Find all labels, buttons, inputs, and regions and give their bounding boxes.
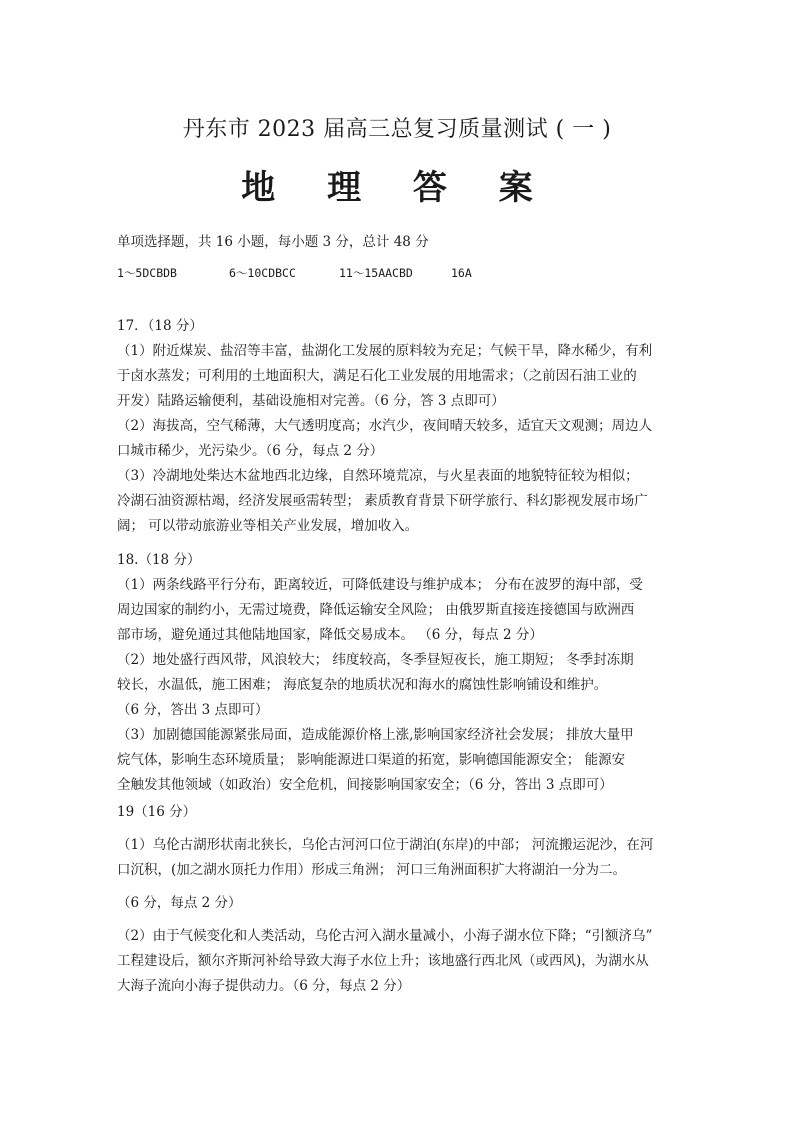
text-line: 工程建设后，额尔齐斯河补给导致大海子水位上升；该地盛行西北风（或西风)，为湖水从 xyxy=(117,953,649,969)
text-line: 口城市稀少，光污染少。（6 分，每点 2 分） xyxy=(117,443,384,459)
text-line: （1）附近煤炭、盐沼等丰富，盐湖化工发展的原料较为充足；气候干旱，降水稀少，有利 xyxy=(117,343,653,359)
document-subtitle: 地 理 答 案 xyxy=(241,168,553,208)
text-line: 18.（18 分） xyxy=(117,552,201,568)
answer-group: 16A xyxy=(451,266,472,280)
question-17-answer xyxy=(117,314,687,539)
text-line: 17．（18 分） xyxy=(117,318,203,334)
spacer xyxy=(117,883,687,891)
text-line: （1）两条线路平行分布，距离较近，可降低建设与维护成本； 分布在波罗的海中部，受 xyxy=(117,577,643,593)
question-19-answer xyxy=(117,800,687,999)
text-line: （3）冷湖地处柴达木盆地西北边缘，自然环境荒凉，与火星表面的地貌特征较为相似； xyxy=(117,468,639,484)
spacer xyxy=(117,825,687,833)
text-line: 周边国家的制约小，无需过境费，降低运输安全风险； 由俄罗斯直接连接德国与欧洲西 xyxy=(117,602,635,618)
text-line: 较长，水温低，施工困难； 海底复杂的地质状况和海水的腐蚀性影响铺设和维护。 xyxy=(117,677,608,693)
text-line: （2）由于气候变化和人类活动，乌伦古河入湖水量减小，小海子湖水位下降；“引额济乌” xyxy=(117,928,653,944)
text-line: （6 分，答出 3 点即可） xyxy=(117,702,269,718)
text-line: 全触发其他领域（如政治）安全危机，间接影响国家安全；（6 分，答出 3 点即可） xyxy=(117,777,613,793)
spacer xyxy=(117,916,687,924)
answer-group: 11～15AACBD xyxy=(339,266,413,280)
question-18-answer xyxy=(117,548,687,798)
choice-answers xyxy=(117,261,687,286)
text-line: （3）加剧德国能源紧张局面，造成能源价格上涨,影响国家经济社会发展； 排放大量甲 xyxy=(117,727,634,743)
answer-group: 1～5DCBDB xyxy=(117,266,177,280)
text-line: （1）乌伦古湖形状南北狭长，乌伦古河河口位于湖泊(东岸)的中部； 河流搬运泥沙，在河 xyxy=(117,837,654,853)
text-line: 部市场，避免通过其他陆地国家，降低交易成本。 （6 分，每点 2 分） xyxy=(117,627,543,643)
text-line: 口沉积，(加之湖水顶托力作用）形成三角洲； 河口三角洲面积扩大将湖泊一分为二。 xyxy=(117,862,627,878)
text-line: 烷气体，影响生态环境质量； 影响能源进口渠道的拓宽，影响德国能源安全； 能源安 xyxy=(117,752,626,768)
text-line: 19（16 分） xyxy=(117,804,197,820)
text-line: （2）地处盛行西风带，风浪较大； 纬度较高，冬季昼短夜长，施工期短； 冬季封冻期 xyxy=(117,652,634,668)
text-line: 开发）陆路运输便利，基础设施相对完善。（6 分，答 3 点即可） xyxy=(117,393,505,409)
choice-answers-line xyxy=(117,261,687,286)
text-line: （6 分，每点 2 分） xyxy=(117,895,242,911)
exam-title: 丹东市 2023 届高三总复习质量测试 ( 一 ) xyxy=(182,117,612,142)
choice-intro-text: 单项选择题，共 16 小题，每小题 3 分，总计 48 分 xyxy=(117,234,429,250)
section-intro xyxy=(117,230,687,255)
text-line: 于卤水蒸发；可利用的土地面积大，满足石化工业发展的用地需求；（之前因石油工业的 xyxy=(117,368,637,384)
text-line: 大海子流向小海子提供动力。（6 分，每点 2 分） xyxy=(117,978,411,994)
text-line: （2）海拔高，空气稀薄，大气透明度高；水汽少，夜间晴天较多，适宜天文观测；周边人 xyxy=(117,418,653,434)
answer-group: 6～10CDBCC xyxy=(229,266,296,280)
text-line: 阔； 可以带动旅游业等相关产业发展，增加收入。 xyxy=(117,518,419,534)
text-line: 冷湖石油资源枯竭，经济发展亟需转型； 素质教育背景下研学旅行、科幻影视发展市场广 xyxy=(117,493,648,509)
